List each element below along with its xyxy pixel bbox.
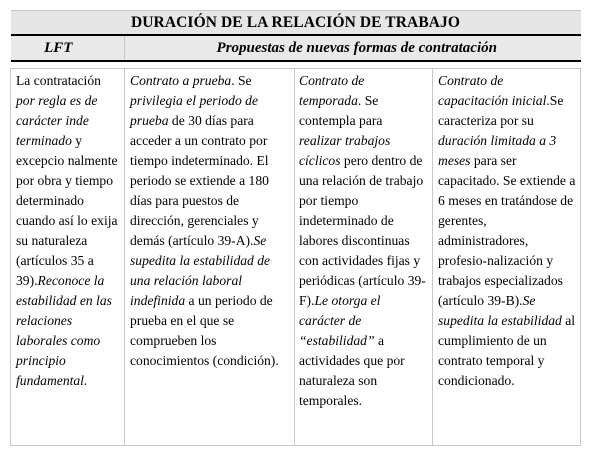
- cell-contrato-capacitacion: [433, 69, 581, 446]
- italic-segment: Contrato a prueba: [130, 73, 232, 88]
- text-segment: y excepcio nalmente por obra y tiempo determinado cuando así lo exija su naturaleza (artículos 35 a 39).: [16, 133, 118, 288]
- text-segment: al cumplimiento de un contrato temporal y condicionado.: [438, 313, 576, 388]
- cell-contrato-capacitacion-text: [438, 71, 576, 391]
- table-title: DURACIÓN DE LA RELACIÓN DE TRABAJO: [11, 11, 581, 36]
- cell-contrato-temporada: [295, 69, 433, 446]
- duration-table: [10, 10, 581, 446]
- italic-segment: por regla es de carácter inde terminado: [16, 93, 98, 148]
- cell-lft-text: [16, 71, 120, 391]
- italic-segment: privilegia el periodo de prueba: [130, 93, 258, 128]
- italic-segment: duración limitada a 3 meses: [438, 133, 557, 168]
- text-segment: .Se caracteriza por su: [438, 93, 564, 128]
- italic-segment: Le otorga el carácter de “estabilidad”: [299, 293, 381, 348]
- cell-contrato-temporada-text: [299, 71, 428, 411]
- italic-segment: Reconoce la estabilidad en las relaciones laborales como principio fundamental.: [16, 273, 112, 388]
- cell-contrato-prueba-text: [130, 71, 290, 371]
- text-segment: . Se contempla para: [299, 93, 383, 128]
- italic-segment: Contrato de temporada: [299, 73, 365, 108]
- italic-segment: realizar trabajos cíclicos: [299, 133, 391, 168]
- text-segment: de 30 días para acceder a un contrato por tiempo indeterminado. El periodo se extiende a 180 días para puestos de dirección, gerenciales y demás (artículo 39-A).: [130, 113, 269, 248]
- italic-segment: Se supedita la estabilidad de una relación laboral indefinida: [130, 233, 271, 308]
- header-lft: LFT: [11, 35, 125, 61]
- title-row: [11, 11, 581, 36]
- cell-lft: [11, 69, 125, 446]
- cell-contrato-prueba: [125, 69, 295, 446]
- text-segment: a un periodo de prueba en el que se comprueben los conocimientos (condición).: [130, 293, 279, 368]
- header-row: [11, 35, 581, 61]
- text-segment: a actividades que por naturaleza son temporales.: [299, 333, 405, 408]
- text-segment: para ser capacitado. Se extiende a 6 meses en tratándose de gerentes, administradores, profesio-nalización y trabajos especializados (artículo 39-B).: [438, 153, 576, 308]
- header-proposals: Propuestas de nuevas formas de contratación: [125, 35, 581, 61]
- text-segment: . Se: [231, 73, 252, 88]
- italic-segment: Se supedita la estabilidad: [438, 293, 562, 328]
- spacer-cell: [11, 61, 581, 69]
- italic-segment: Contrato de capacitación inicial: [438, 73, 547, 108]
- content-row: [11, 69, 581, 446]
- spacer-row: [11, 61, 581, 69]
- text-segment: pero dentro de una relación de trabajo por tiempo indeterminado de labores discontinuas con actividades fijas y periódicas (artículo 39-F).: [299, 153, 426, 308]
- text-segment: La contratación: [16, 73, 101, 88]
